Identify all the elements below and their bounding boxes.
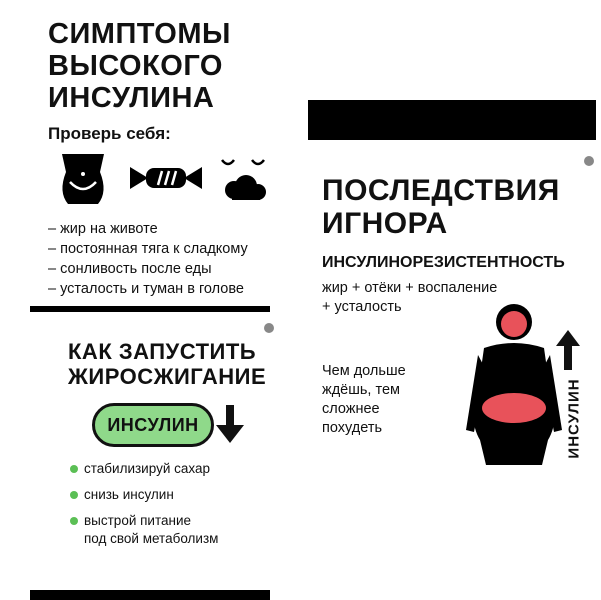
card-consequences	[306, 140, 601, 480]
title-line: КАК ЗАПУСТИТЬ	[68, 339, 257, 364]
title-line: ИНСУЛИНА	[48, 82, 215, 114]
list-item: – жир на животе	[48, 221, 158, 237]
title-line: ВЫСОКОГО	[48, 50, 223, 82]
bullet-icon	[70, 491, 78, 499]
step-text: выстрой питание	[84, 513, 192, 528]
list-item	[70, 512, 218, 548]
steps-list	[70, 460, 218, 548]
step-text: снизь инсулин	[84, 487, 174, 502]
card3-top-bar	[308, 100, 596, 140]
symptoms-title	[48, 18, 231, 114]
effects-line: + усталость	[322, 299, 402, 315]
title-line: СИМПТОМЫ	[48, 18, 231, 50]
warning-line: сложнее	[322, 401, 380, 417]
warning-line: похудеть	[322, 420, 383, 436]
bullet-icon	[70, 465, 78, 473]
fat-burning-title	[68, 339, 266, 389]
arrow-down-icon	[216, 405, 244, 443]
list-item	[70, 460, 218, 478]
body-silhouette-icon	[464, 300, 564, 470]
list-item	[70, 486, 218, 504]
check-yourself-label: Проверь себя:	[48, 124, 171, 143]
step-text: стабилизируй сахар	[84, 461, 210, 476]
title-line: ЖИРОСЖИГАНИЕ	[68, 364, 267, 389]
bottom-bar	[30, 590, 270, 600]
divider-bar	[30, 306, 270, 312]
sleepy-icon	[218, 152, 274, 206]
vertical-insulin-label: ИНСУЛИН	[565, 378, 583, 459]
belly-icon	[58, 152, 108, 206]
candy-icon	[130, 165, 202, 191]
title-line: ИГНОРА	[322, 207, 448, 240]
bullet-icon	[70, 517, 78, 525]
card-fat-burning	[0, 315, 300, 600]
card-symptoms	[0, 0, 300, 315]
warning-text	[322, 362, 406, 438]
corner-dot	[264, 323, 274, 333]
list-item: – усталость и туман в голове	[48, 281, 244, 297]
corner-dot	[584, 156, 594, 166]
insulin-resistance-label: ИНСУЛИНОРЕЗИСТЕНТНОСТЬ	[322, 254, 565, 271]
list-item: – сонливость после еды	[48, 261, 212, 277]
symptoms-list	[48, 219, 248, 299]
warning-line: ждёшь, тем	[322, 382, 400, 398]
consequences-title	[322, 174, 560, 240]
insulin-pill: ИНСУЛИН	[92, 403, 214, 447]
step-text: под свой метаболизм	[84, 531, 219, 546]
effects-line: жир + отёки + воспаление	[322, 280, 498, 296]
title-line: ПОСЛЕДСТВИЯ	[322, 174, 560, 207]
warning-line: Чем дольше	[322, 363, 406, 379]
list-item: – постоянная тяга к сладкому	[48, 241, 248, 257]
arrow-up-icon	[556, 330, 580, 370]
